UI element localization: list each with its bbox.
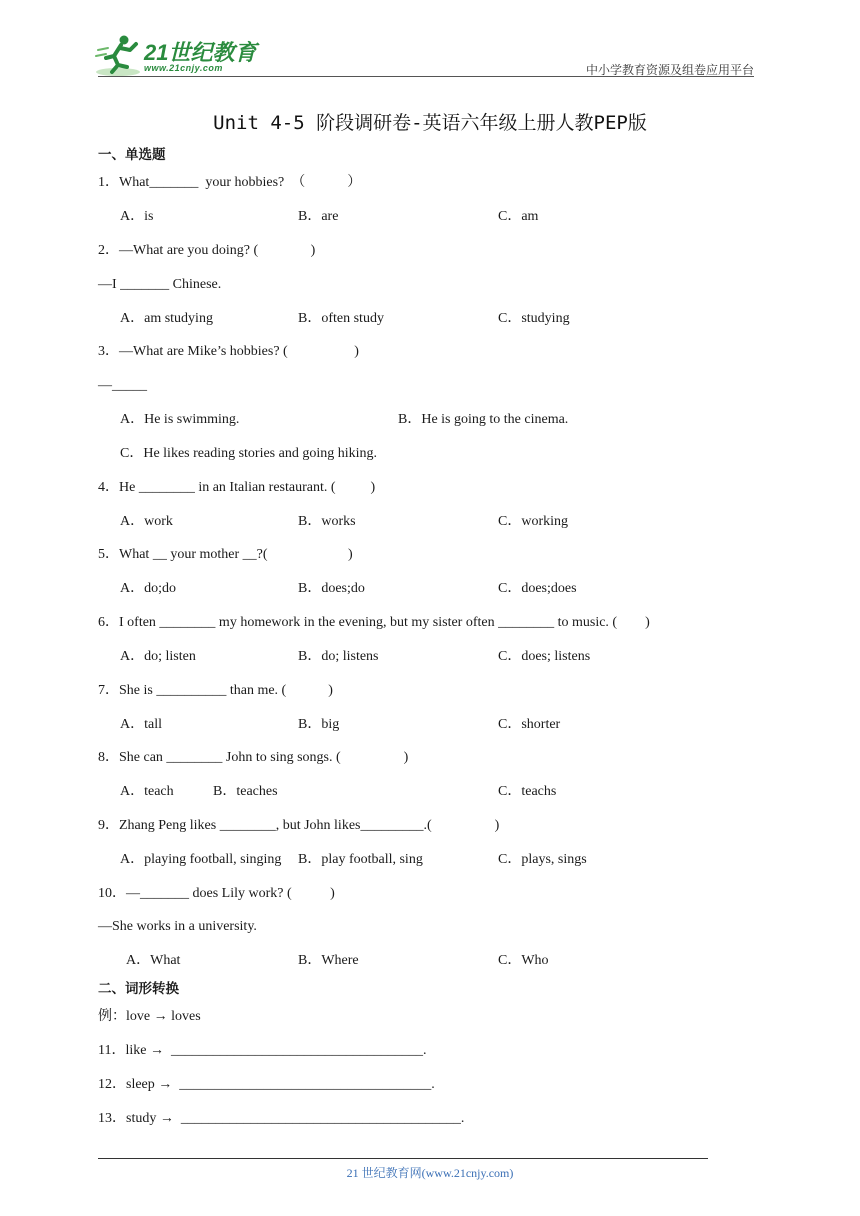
question-4-option-c[interactable]: C．working	[498, 514, 568, 529]
runner-logo-icon	[94, 34, 144, 78]
header-divider	[98, 76, 754, 77]
section-2-example: 例：love → loves	[98, 1009, 201, 1024]
page-header	[0, 0, 860, 80]
question-11-period: .	[422, 1043, 427, 1058]
question-1-option-b[interactable]: B．are	[298, 209, 339, 224]
question-1-option-a[interactable]: A．is	[120, 209, 154, 224]
question-7-option-a[interactable]: A．tall	[120, 717, 162, 732]
question-12-answer-blank[interactable]: ____________________________________	[179, 1077, 432, 1092]
question-13-period: .	[460, 1111, 465, 1126]
platform-name: 中小学教育资源及组卷应用平台	[585, 63, 754, 77]
question-10-option-c[interactable]: C．Who	[498, 953, 549, 968]
question-13-answer-blank[interactable]: ________________________________________	[180, 1111, 461, 1126]
question-5-option-c[interactable]: C．does;does	[498, 581, 577, 596]
question-10-option-b[interactable]: B．Where	[298, 953, 359, 968]
question-2-stem: 2．—What are you doing? ( )	[98, 243, 316, 258]
question-7-option-b[interactable]: B．big	[298, 717, 340, 732]
question-11-label: 11．like →	[98, 1043, 171, 1058]
question-3-option-b[interactable]: B．He is going to the cinema.	[398, 412, 569, 427]
question-8-option-c[interactable]: C．teachs	[498, 784, 557, 799]
question-1-option-c[interactable]: C．am	[498, 209, 539, 224]
logo-text: 21世纪教育	[144, 40, 257, 65]
footer-text[interactable]: 21 世纪教育网(www.21cnjy.com)	[346, 1166, 514, 1180]
question-9-option-b[interactable]: B．play football, sing	[298, 852, 423, 867]
question-11	[98, 1042, 426, 1060]
question-12	[98, 1076, 435, 1094]
question-12-label: 12．sleep →	[98, 1077, 180, 1092]
question-4-stem: 4．He ________ in an Italian restaurant. ( )	[98, 480, 376, 495]
question-8-option-b[interactable]: B．teaches	[213, 784, 278, 799]
question-13	[98, 1110, 464, 1128]
question-2-option-c[interactable]: C．studying	[498, 311, 570, 326]
question-5-stem: 5．What __ your mother __?( )	[98, 547, 353, 562]
question-6-option-b[interactable]: B．do; listens	[298, 649, 379, 664]
question-11-answer-blank[interactable]: ____________________________________	[170, 1043, 423, 1058]
question-2-option-a[interactable]: A．am studying	[120, 311, 213, 326]
question-6-stem: 6．I often ________ my homework in the evening, but my sister often ________ to music. ( )	[98, 615, 650, 630]
question-9-option-c[interactable]: C．plays, sings	[498, 852, 587, 867]
question-13-label: 13．study →	[98, 1111, 181, 1126]
question-9-option-a[interactable]: A．playing football, singing	[120, 852, 282, 867]
question-5-option-a[interactable]: A．do;do	[120, 581, 176, 596]
question-7-stem: 7．She is __________ than me. ( )	[98, 683, 333, 698]
question-3-stem: 3．—What are Mike’s hobbies? ( )	[98, 344, 359, 359]
question-9-stem: 9．Zhang Peng likes ________, but John likes_________.( )	[98, 818, 500, 833]
page-title: Unit 4-5 阶段调研卷-英语六年级上册人教PEP版	[213, 112, 647, 134]
question-7-option-c[interactable]: C．shorter	[498, 717, 561, 732]
question-3-option-a[interactable]: A．He is swimming.	[120, 412, 240, 427]
question-10-option-a[interactable]: A．What	[126, 953, 181, 968]
footer-divider	[98, 1158, 708, 1159]
site-logo	[94, 34, 264, 78]
question-6-option-c[interactable]: C．does; listens	[498, 649, 591, 664]
question-12-period: .	[431, 1077, 435, 1092]
question-2-option-b[interactable]: B．often study	[298, 311, 384, 326]
logo-url: www.21cnjy.com	[144, 63, 223, 73]
question-4-option-b[interactable]: B．works	[298, 514, 356, 529]
question-8-stem: 8．She can ________ John to sing songs. ( )	[98, 750, 409, 765]
question-8-option-a[interactable]: A．teach	[120, 784, 174, 799]
question-3-option-c[interactable]: C．He likes reading stories and going hiking.	[120, 446, 378, 461]
question-10-stem: 10．—_______ does Lily work? ( )	[98, 886, 335, 901]
question-6-option-a[interactable]: A．do; listen	[120, 649, 196, 664]
question-3-sub: —_____	[98, 378, 147, 393]
question-10-sub: —She works in a university.	[98, 919, 257, 934]
section-heading-2: 二、词形转换	[98, 981, 179, 997]
question-4-option-a[interactable]: A．work	[120, 514, 173, 529]
question-1-stem: 1．What_______ your hobbies? （ ）	[98, 175, 362, 190]
question-5-option-b[interactable]: B．does;do	[298, 581, 365, 596]
section-heading-1: 一、单选题	[98, 147, 166, 163]
question-2-sub: —I _______ Chinese.	[98, 277, 222, 292]
